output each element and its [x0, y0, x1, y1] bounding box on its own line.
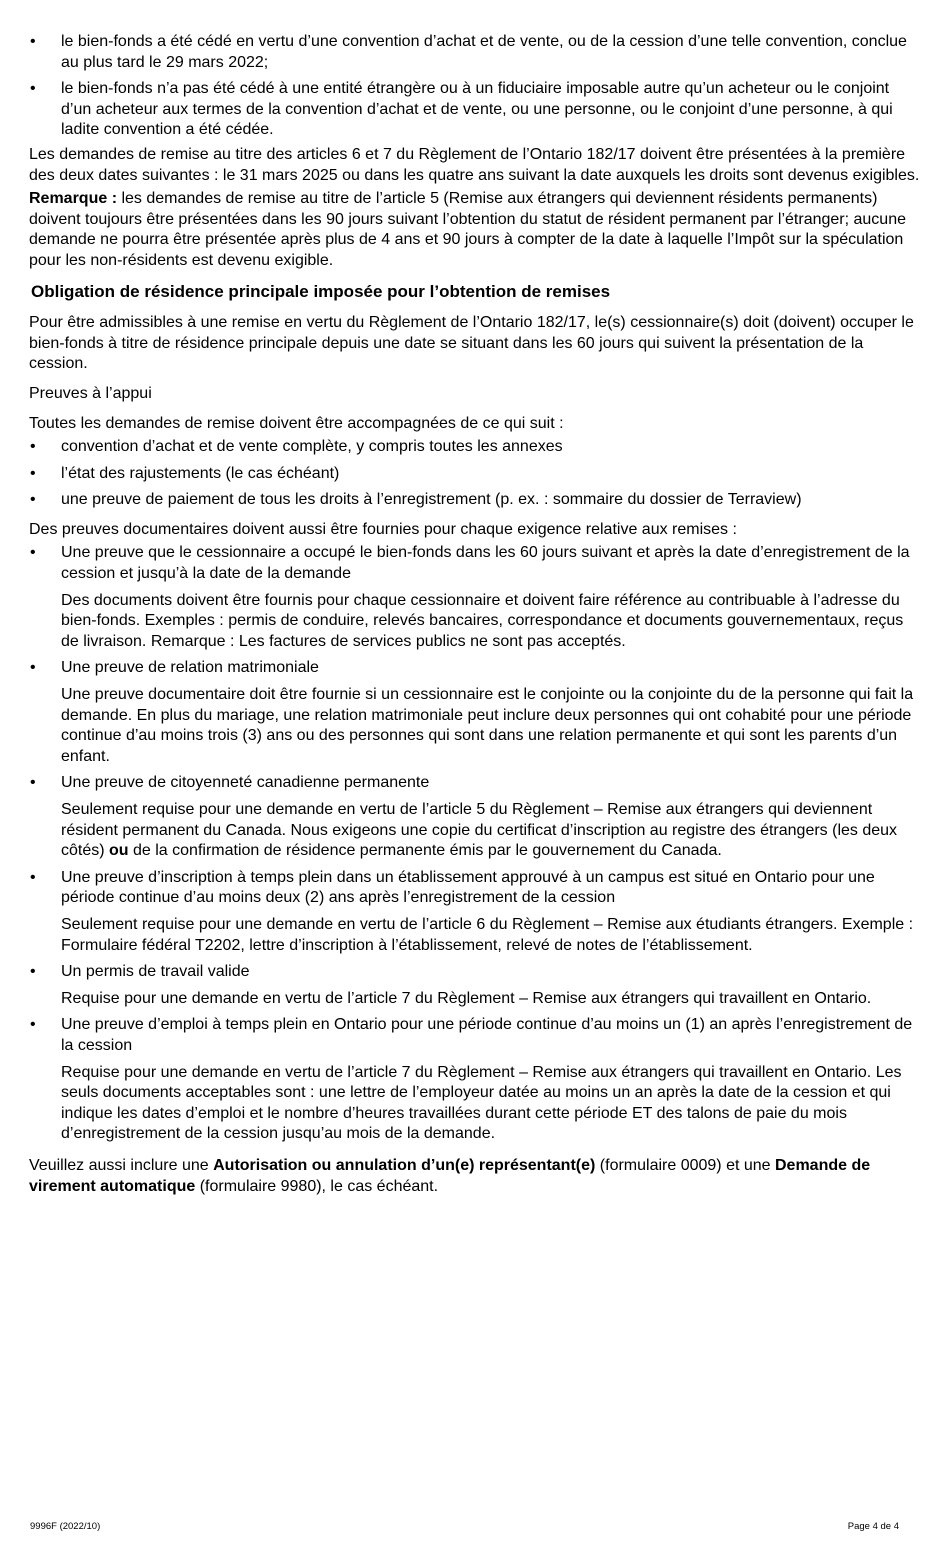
- list-item: [29, 490, 922, 511]
- evidence-detail: Requise pour une demande en vertu de l’article 7 du Règlement – Remise aux étrangers qui travaillent en Ontario.: [61, 989, 872, 1007]
- closing-text: (formulaire 9980), le cas échéant.: [195, 1177, 439, 1195]
- evidence-detail: [61, 800, 922, 862]
- residence-paragraph: Pour être admissibles à une remise en vertu du Règlement de l’Ontario 182/17, le(s) cessionnaire(s) doit (doivent) occuper le bien-fonds à titre de résidence principale depuis une date se situant dans les 60 jours qui suivent la présentation de la cession.: [29, 314, 914, 373]
- evidence-detail: Une preuve documentaire doit être fournie si un cessionnaire est le conjointe ou la conjointe du de la personne qui fait la demande. En plus du mariage, une relation matrimoniale peut inclure deux personnes qui ont cohabité pour une période continue d’au moins trois (3) ans ou des personnes qui sont dans une relation permanente et qui sont les parents d’un enfant.: [61, 686, 914, 765]
- evidence-requirements-list: [29, 543, 922, 1144]
- list-item: [29, 773, 922, 861]
- list-item-text: le bien-fonds a été cédé en vertu d’une convention d’achat et de vente, ou de la cession d’une telle convention, conclue au plus tard le 29 mars 2022;: [61, 33, 907, 71]
- list-item: [29, 79, 922, 141]
- support-title: Preuves à l’appui: [29, 384, 152, 402]
- list-item: [29, 658, 922, 767]
- evidence-intro: Des preuves documentaires doivent aussi être fournies pour chaque exigence relative aux remises :: [29, 520, 737, 538]
- evidence-title: • Une preuve d’emploi à temps plein en Ontario pour une période continue d’au moins un (1) an après l’enregistrement de la cession: [61, 1016, 913, 1054]
- evidence-title: • Une preuve d’inscription à temps plein dans un établissement approuvé à un campus est situé en Ontario pour une période continue d’au moins deux (2) ans après l’enregistrement de la cession: [61, 868, 875, 907]
- support-documents-list: [29, 437, 922, 511]
- note-text: les demandes de remise au titre de l’article 5 (Remise aux étrangers qui deviennent résidents permanents) doivent toujours être présentées dans les 90 jours suivant l’obtention du statut de résident permanent par l’étranger; aucune demande ne pourra être présentée après plus de 4 ans et 90 jours à compter de la date à laquelle l’Impôt sur la spéculation pour les non-résidents est devenu exigible.: [29, 190, 906, 269]
- page-number: Page 4 de 4: [847, 1521, 899, 1532]
- form-9980-title: Demande de virement automatique: [29, 1156, 871, 1195]
- document-page: [29, 32, 922, 1197]
- evidence-title: • Une preuve de citoyenneté canadienne permanente: [61, 774, 430, 792]
- form-identifier: 9996F (2022/10): [30, 1521, 101, 1532]
- support-intro: Toutes les demandes de remise doivent être accompagnées de ce qui suit :: [29, 414, 564, 432]
- note-paragraph: [29, 189, 922, 271]
- list-item: [29, 464, 922, 485]
- list-item: [29, 543, 922, 652]
- evidence-title: • Un permis de travail valide: [61, 963, 250, 981]
- evidence-detail-text: Seulement requise pour une demande en vertu de l’article 5 du Règlement – Remise aux étrangers qui deviennent résident permanent du Canada. Nous exigeons une copie du certificat d’inscription au registre des étrangers (les deux côtés): [61, 801, 898, 860]
- evidence-detail: Requise pour une demande en vertu de l’article 7 du Règlement – Remise aux étrangers qui travaillent en Ontario. Les seuls documents acceptables sont : une lettre de l’employeur datée au moins un an après la date de la cession et qui indique les dates d’emploi et le nombre d’heures travaillées durant cette période ET des talons de paie du mois d’enregistrement de la cession jusqu’au mois de la demande.: [61, 1063, 902, 1143]
- deadline-paragraph: Les demandes de remise au titre des articles 6 et 7 du Règlement de l’Ontario 182/17 doivent être présentées à la première des deux dates suivantes : le 31 mars 2025 ou dans les quatre ans suivant la date auxquels les droits sont devenus exigibles.: [29, 145, 920, 184]
- evidence-detail-emphasis: ou: [109, 842, 129, 860]
- evidence-detail: Des documents doivent être fournis pour chaque cessionnaire et doivent faire référence au contribuable à l’adresse du bien-fonds. Exemples : permis de conduire, relevés bancaires, correspondance et documents gouvernementaux, reçus de livraison. Remarque : Les factures de services publics ne sont pas acceptés.: [61, 591, 904, 650]
- closing-paragraph: [29, 1156, 922, 1197]
- list-item-text: convention d’achat et de vente complète, y compris toutes les annexes: [61, 438, 563, 456]
- list-item: [29, 437, 922, 458]
- eligibility-conditions-list: [29, 32, 922, 141]
- list-item: [29, 962, 922, 1009]
- note-label: Remarque :: [29, 190, 118, 208]
- list-item-text: le bien-fonds n’a pas été cédé à une entité étrangère ou à un fiduciaire imposable autre qu’un acheteur ou le conjoint d’un acheteur aux termes de la convention d’achat et de vente, ou une personne, ou le conjoint d’une personne, à qui ladite convention a été cédée.: [61, 80, 893, 139]
- evidence-detail-text: de la confirmation de résidence permanente émis par le gouvernement du Canada.: [128, 842, 722, 860]
- list-item-text: une preuve de paiement de tous les droits à l’enregistrement (p. ex. : sommaire du dossier de Terraview): [61, 491, 802, 509]
- form-0009-title: Autorisation ou annulation d’un(e) représentant(e): [213, 1156, 596, 1174]
- evidence-title: • Une preuve que le cessionnaire a occupé le bien-fonds dans les 60 jours suivant et après la date d’enregistrement de la cession et jusqu’à la date de la demande: [61, 544, 910, 583]
- list-item: [29, 32, 922, 73]
- evidence-title: • Une preuve de relation matrimoniale: [61, 659, 319, 677]
- evidence-detail: Seulement requise pour une demande en vertu de l’article 6 du Règlement – Remise aux étudiants étrangers. Exemple : Formulaire fédéral T2202, lettre d’inscription à l’établissement, relevé de notes de l’établissement.: [61, 915, 914, 954]
- closing-text: Veuillez aussi inclure une: [29, 1156, 214, 1174]
- section-heading: Obligation de résidence principale imposée pour l’obtention de remises: [31, 281, 611, 301]
- list-item: [29, 868, 922, 956]
- list-item: [29, 1015, 922, 1145]
- closing-text: (formulaire 0009) et une: [595, 1156, 775, 1174]
- list-item-text: l’état des rajustements (le cas échéant): [61, 464, 340, 482]
